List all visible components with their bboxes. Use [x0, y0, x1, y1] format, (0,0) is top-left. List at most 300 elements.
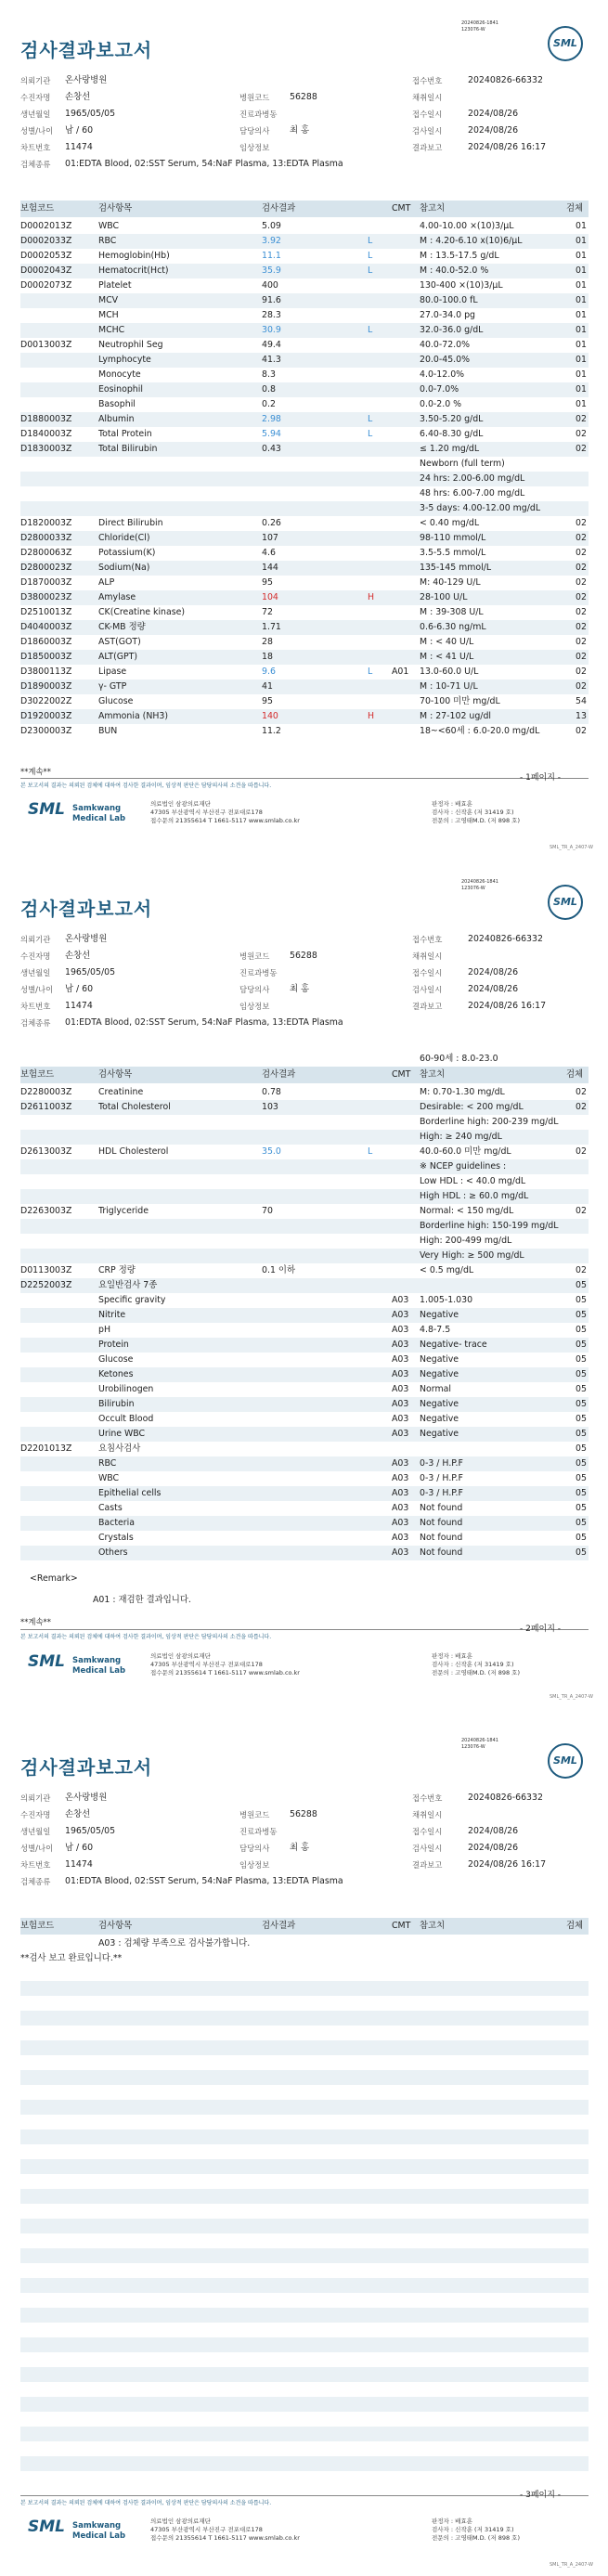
reference-cell: Low HDL : < 40.0 mg/dL	[420, 1176, 526, 1186]
item-cell: Amylase	[98, 592, 136, 602]
table-row	[20, 1130, 589, 1145]
specimen-cell: 05	[576, 1280, 587, 1290]
item-cell: Potassium(K)	[98, 548, 156, 558]
table-row	[20, 353, 589, 368]
item-cell: Sodium(Na)	[98, 563, 150, 573]
flag-cell: L	[368, 251, 373, 261]
code-cell: D1840003Z	[20, 429, 72, 439]
table-row	[20, 1263, 589, 1278]
empty-row	[20, 2055, 589, 2070]
remark-label: <Remark>	[30, 1573, 78, 1584]
empty-row	[20, 2441, 589, 2456]
item-cell: Hemoglobin(Hb)	[98, 251, 170, 261]
table-row	[20, 1159, 589, 1174]
result-cell: 30.9	[262, 325, 281, 335]
reference-cell: Borderline high: 200-239 mg/dL	[420, 1117, 559, 1127]
table-row	[20, 1442, 589, 1456]
item-cell: Crystals	[98, 1533, 134, 1543]
specimen-cell: 02	[576, 607, 587, 617]
result-cell: 1.71	[262, 622, 281, 632]
flag-cell: L	[368, 429, 373, 439]
table-row	[20, 1382, 589, 1397]
item-cell: WBC	[98, 221, 120, 231]
empty-row	[20, 2070, 589, 2085]
result-cell: 70	[262, 1206, 273, 1216]
item-cell: Total Cholesterol	[98, 1102, 171, 1112]
code-cell: D1920003Z	[20, 711, 72, 721]
result-cell: 5.94	[262, 429, 281, 439]
reference-cell: Normal	[420, 1384, 451, 1394]
specimen-cell: 02	[576, 1087, 587, 1097]
code-cell: D0002043Z	[20, 265, 72, 276]
table-row	[20, 1456, 589, 1471]
table-row	[20, 1100, 589, 1115]
empty-row	[20, 2204, 589, 2219]
remark-a03: A03 : 검체량 부족으로 검사불가합니다.	[98, 1938, 251, 1948]
table-row	[20, 1338, 589, 1353]
empty-row	[20, 2115, 589, 2129]
reference-cell: 4.8-7.5	[420, 1325, 451, 1335]
specimen-cell: 01	[576, 325, 587, 335]
cmt-cell: A03	[392, 1369, 409, 1379]
item-cell: Others	[98, 1547, 128, 1558]
sml-logo: SML	[548, 1743, 583, 1779]
footer-logo: SML	[28, 1652, 65, 1671]
item-cell: Glucose	[98, 696, 134, 706]
code-cell: D2510013Z	[20, 607, 72, 617]
empty-row	[20, 2397, 589, 2412]
report-title: 검사결과보고서	[20, 39, 153, 61]
table-row	[20, 1249, 589, 1263]
empty-row	[20, 2412, 589, 2427]
table-row	[20, 1516, 589, 1531]
table-row	[20, 338, 589, 353]
table-row	[20, 1412, 589, 1427]
specimen-cell: 02	[576, 637, 587, 647]
item-cell: MCHC	[98, 325, 125, 335]
specimen-cell: 05	[576, 1518, 587, 1528]
table-row	[20, 293, 589, 308]
reference-cell: Negative	[420, 1429, 459, 1439]
reference-cell: M : 10-71 U/L	[420, 681, 478, 692]
item-cell: Total Bilirubin	[98, 444, 158, 454]
item-cell: γ- GTP	[98, 681, 127, 692]
item-cell: Ketones	[98, 1369, 134, 1379]
table-row	[20, 1323, 589, 1338]
table-row	[20, 620, 589, 635]
table-row	[20, 1308, 589, 1323]
item-cell: Chloride(Cl)	[98, 533, 150, 543]
result-cell: 35.0	[262, 1146, 281, 1157]
item-cell: WBC	[98, 1473, 120, 1483]
lab-name: Samkwang Medical Lab	[72, 804, 126, 823]
code-cell: D1820003Z	[20, 518, 72, 528]
result-cell: 0.78	[262, 1087, 281, 1097]
table-header: 보험코드 검사항목 검사결과 CMT 참고치 검체	[20, 1067, 589, 1083]
table-row	[20, 1367, 589, 1382]
footer-logo: SML	[28, 800, 65, 819]
reference-cell: 32.0-36.0 g/dL	[420, 325, 484, 335]
table-row	[20, 1278, 589, 1293]
code-cell: D1880003Z	[20, 414, 72, 424]
item-cell: Platelet	[98, 280, 132, 291]
result-cell: 28	[262, 637, 273, 647]
code-cell: D0113003Z	[20, 1265, 72, 1275]
reference-cell: High HDL : ≥ 60.0 mg/dL	[420, 1191, 529, 1201]
item-cell: Lipase	[98, 667, 127, 677]
item-cell: pH	[98, 1325, 111, 1335]
reference-cell: M : < 41 U/L	[420, 652, 474, 662]
reference-cell: Negative- trace	[420, 1340, 487, 1350]
reference-cell: 13.0-60.0 U/L	[420, 667, 479, 677]
code-cell: D2800063Z	[20, 548, 72, 558]
result-cell: 41.3	[262, 355, 281, 365]
table-row	[20, 724, 589, 739]
form-code: SML_TR_A_2407-W	[550, 2562, 593, 2568]
code-cell: D2201013Z	[20, 1443, 72, 1454]
table-row	[20, 1145, 589, 1159]
specimen-cell: 02	[576, 1146, 587, 1157]
reference-cell: 0-3 / H.P.F	[420, 1458, 463, 1469]
item-cell: Casts	[98, 1503, 123, 1513]
table-row	[20, 234, 589, 249]
item-cell: Bacteria	[98, 1518, 135, 1528]
reference-cell: M: 0.70-1.30 mg/dL	[420, 1087, 505, 1097]
reference-cell: 6.40-8.30 g/dL	[420, 429, 484, 439]
table-row	[20, 368, 589, 382]
reference-cell: M : 27-102 ug/dl	[420, 711, 492, 721]
item-cell: CK(Creatine kinase)	[98, 607, 186, 617]
table-row	[20, 709, 589, 724]
table-row	[20, 427, 589, 442]
specimen-cell: 01	[576, 251, 587, 261]
cmt-cell: A03	[392, 1473, 409, 1483]
specimen-cell: 05	[576, 1340, 587, 1350]
table-row	[20, 1234, 589, 1249]
table-row	[20, 590, 589, 605]
empty-row	[20, 2233, 589, 2248]
specimen-cell: 13	[576, 711, 587, 721]
table-row	[20, 486, 589, 501]
specimen-cell: 02	[576, 414, 587, 424]
specimen-cell: 01	[576, 280, 587, 291]
flag-cell: H	[368, 592, 375, 602]
item-cell: Ammonia (NH3)	[98, 711, 169, 721]
result-cell: 3.92	[262, 236, 281, 246]
lab-name: Samkwang Medical Lab	[72, 1656, 126, 1676]
specimen-cell: 05	[576, 1414, 587, 1424]
table-row	[20, 1353, 589, 1367]
item-cell: Urine WBC	[98, 1429, 146, 1439]
table-row	[20, 323, 589, 338]
reference-cell: < 0.5 mg/dL	[420, 1265, 474, 1275]
empty-row	[20, 2189, 589, 2204]
continue-mark: **계속**	[20, 1617, 51, 1626]
cmt-cell: A03	[392, 1384, 409, 1394]
sml-logo: SML	[548, 26, 583, 61]
reference-cell: Newborn (full term)	[420, 459, 505, 469]
report-title: 검사결과보고서	[20, 898, 153, 920]
page-number: - 1페이지 -	[520, 773, 562, 783]
result-cell: 5.09	[262, 221, 281, 231]
item-cell: Protein	[98, 1340, 129, 1350]
item-cell: Neutrophil Seg	[98, 340, 163, 350]
reference-cell: 1.005-1.030	[420, 1295, 473, 1305]
footer-notice: 본 보고서의 결과는 의뢰된 검체에 대하여 검사한 결과이며, 임상적 판단은 담당의사의 소견을 따릅니다.	[20, 783, 272, 789]
barcode-text: 20240826-1841 123076-W	[461, 20, 498, 32]
cmt-cell: A03	[392, 1547, 409, 1558]
code-cell: D0002053Z	[20, 251, 72, 261]
code-cell: D0002033Z	[20, 236, 72, 246]
result-cell: 140	[262, 711, 278, 721]
form-code: SML_TR_A_2407-W	[550, 845, 593, 850]
specimen-cell: 01	[576, 265, 587, 276]
code-cell: D2300003Z	[20, 726, 72, 736]
table-row	[20, 1189, 589, 1204]
item-cell: AST(GOT)	[98, 637, 141, 647]
item-cell: RBC	[98, 1458, 117, 1469]
table-row	[20, 1204, 589, 1219]
reference-cell: 48 hrs: 6.00-7.00 mg/dL	[420, 488, 525, 498]
specimen-cell: 02	[576, 548, 587, 558]
result-cell: 0.8	[262, 384, 276, 395]
code-cell: D1830003Z	[20, 444, 72, 454]
table-row	[20, 1293, 589, 1308]
result-cell: 8.3	[262, 369, 276, 380]
result-cell: 0.26	[262, 518, 281, 528]
code-cell: D4040003Z	[20, 622, 72, 632]
item-cell: CRP 정량	[98, 1265, 136, 1275]
specimen-cell: 05	[576, 1443, 587, 1454]
empty-row	[20, 2293, 589, 2308]
result-cell: 95	[262, 696, 273, 706]
reference-cell: Very High: ≥ 500 mg/dL	[420, 1250, 524, 1261]
item-cell: ALP	[98, 577, 115, 588]
specimen-cell: 05	[576, 1473, 587, 1483]
specimen-cell: 05	[576, 1354, 587, 1365]
result-cell: 28.3	[262, 310, 281, 320]
reference-cell: 70-100 미만 mg/dL	[420, 696, 500, 706]
reference-cell: 3-5 days: 4.00-12.00 mg/dL	[420, 503, 541, 513]
code-cell: D0013003Z	[20, 340, 72, 350]
reference-cell: 28-100 U/L	[420, 592, 468, 602]
reference-cell: Negative	[420, 1399, 459, 1409]
item-cell: Triglyceride	[98, 1206, 149, 1216]
empty-row	[20, 2085, 589, 2100]
item-cell: Total Protein	[98, 429, 152, 439]
reference-cell: 4.00-10.00 ×(10)3/μL	[420, 221, 514, 231]
specimen-cell: 02	[576, 577, 587, 588]
table-row	[20, 561, 589, 576]
code-cell: D0002073Z	[20, 280, 72, 291]
result-cell: 72	[262, 607, 273, 617]
table-row	[20, 308, 589, 323]
item-cell: CK-MB 정량	[98, 622, 146, 632]
reference-cell: ※ NCEP guidelines :	[420, 1161, 507, 1171]
specimen-cell: 01	[576, 236, 587, 246]
reference-cell: 0-3 / H.P.F	[420, 1488, 463, 1498]
report-complete: **검사 보고 완료입니다.**	[20, 1953, 123, 1963]
specimen-cell: 05	[576, 1458, 587, 1469]
page-number: - 2페이지 -	[520, 1625, 562, 1634]
specimen-cell: 01	[576, 399, 587, 409]
empty-row	[20, 2337, 589, 2352]
specimen-cell: 05	[576, 1295, 587, 1305]
reference-cell: Desirable: < 200 mg/dL	[420, 1102, 524, 1112]
cmt-cell: A01	[392, 667, 409, 677]
remark-a01: A01 : 재검한 결과입니다.	[93, 1595, 191, 1605]
specimen-cell: 05	[576, 1399, 587, 1409]
empty-row	[20, 2129, 589, 2144]
reference-cell: High: ≥ 240 mg/dL	[420, 1132, 502, 1142]
item-cell: RBC	[98, 236, 117, 246]
table-row	[20, 1546, 589, 1560]
signatures: 판정자 : 배효훈 검사자 : 신작훈 (저 31419 호) 전문의 : 고영태M.D. (저 898 호)	[432, 800, 520, 824]
empty-row	[20, 2011, 589, 2026]
reference-cell: ≤ 1.20 mg/dL	[420, 444, 480, 454]
flag-cell: L	[368, 236, 373, 246]
continue-mark: **계속**	[20, 767, 51, 776]
reference-cell: 27.0-34.0 pg	[420, 310, 476, 320]
specimen-cell: 05	[576, 1384, 587, 1394]
reference-cell: Negative	[420, 1414, 459, 1424]
result-cell: 18	[262, 652, 273, 662]
result-cell: 0.1 이하	[262, 1265, 296, 1275]
reference-cell: 98-110 mmol/L	[420, 533, 486, 543]
specimen-cell: 02	[576, 667, 587, 677]
table-row	[20, 382, 589, 397]
form-code: SML_TR_A_2407-W	[550, 1694, 593, 1700]
specimen-cell: 01	[576, 221, 587, 231]
flag-cell: H	[368, 711, 375, 721]
code-cell: D1860003Z	[20, 637, 72, 647]
reference-cell: 3.50-5.20 g/dL	[420, 414, 484, 424]
specimen-cell: 05	[576, 1325, 587, 1335]
item-cell: 요일반검사 7종	[98, 1280, 158, 1290]
code-cell: D0002013Z	[20, 221, 72, 231]
empty-row	[20, 2100, 589, 2115]
table-header: 보험코드 검사항목 검사결과 CMT 참고치 검체	[20, 201, 589, 217]
table-row	[20, 1531, 589, 1546]
item-cell: 요침사검사	[98, 1443, 141, 1454]
table-row	[20, 694, 589, 709]
result-cell: 4.6	[262, 548, 276, 558]
item-cell: Glucose	[98, 1354, 134, 1365]
empty-row	[20, 2144, 589, 2159]
empty-row	[20, 1981, 589, 1996]
cmt-cell: A03	[392, 1458, 409, 1469]
cmt-cell: A03	[392, 1429, 409, 1439]
specimen-cell: 02	[576, 681, 587, 692]
specimen-cell: 05	[576, 1547, 587, 1558]
reference-cell: M : 13.5-17.5 g/dL	[420, 251, 499, 261]
empty-row	[20, 2219, 589, 2233]
specimen-cell: 02	[576, 652, 587, 662]
specimen-cell: 01	[576, 340, 587, 350]
cmt-cell: A03	[392, 1518, 409, 1528]
empty-row	[20, 2026, 589, 2040]
reference-cell: 18~<60세 : 6.0-20.0 mg/dL	[420, 726, 540, 736]
table-row	[20, 501, 589, 516]
cmt-cell: A03	[392, 1533, 409, 1543]
code-cell: D1870003Z	[20, 577, 72, 588]
reference-cell: Negative	[420, 1354, 459, 1365]
reference-cell: 20.0-45.0%	[420, 355, 471, 365]
specimen-cell: 05	[576, 1429, 587, 1439]
item-cell: ALT(GPT)	[98, 652, 138, 662]
reference-cell: Normal: < 150 mg/dL	[420, 1206, 514, 1216]
code-cell: D2263003Z	[20, 1206, 72, 1216]
specimen-cell: 05	[576, 1310, 587, 1320]
empty-row	[20, 2040, 589, 2055]
cmt-cell: A03	[392, 1325, 409, 1335]
code-cell: D2252003Z	[20, 1280, 72, 1290]
reference-cell: 4.0-12.0%	[420, 369, 465, 380]
cmt-cell: A03	[392, 1503, 409, 1513]
result-cell: 103	[262, 1102, 278, 1112]
result-cell: 2.98	[262, 414, 281, 424]
specimen-cell: 02	[576, 563, 587, 573]
reference-cell: 0.0-7.0%	[420, 384, 459, 395]
specimen-cell: 01	[576, 355, 587, 365]
result-cell: 49.4	[262, 340, 281, 350]
table-row	[20, 412, 589, 427]
specimen-cell: 02	[576, 1265, 587, 1275]
result-cell: 107	[262, 533, 278, 543]
table-row	[20, 1501, 589, 1516]
item-cell: BUN	[98, 726, 118, 736]
cmt-cell: A03	[392, 1340, 409, 1350]
code-cell: D2280003Z	[20, 1087, 72, 1097]
item-cell: Epithelial cells	[98, 1488, 162, 1498]
lab-name: Samkwang Medical Lab	[72, 2521, 126, 2541]
table-row	[20, 264, 589, 278]
table-row	[20, 650, 589, 665]
report-page-2: 검사결과보고서 20240826-1841 123076-W SML 의뢰기관 온사랑병원 접수번호 20240826-66332 수진자명 손창선 병원코드 56288 채취일시 생년월일 1965/05/05 진료과병동 접수일시 2024/08/26 성별/나이 남 / 60 담당의사 최 홍 검사일시 2024/08/26 차트번호 11474 임상정보 결과보고 2024/08/26 16:17 검체종류 01:EDTA Blood, 02:SST Serum, 54:NaF Plasma, 13:EDTA Plasma 60-90세 : 8.0-23.0 보험코드 검사항목 검사결과 CMT 참고치 검체 D2280003Z Creatinine 0.78 M: 0.70-1.30 mg/dL 02 D2611003Z Total Cholesterol 103 Desirable: < 200 mg/dL 02 Borderline high: 200-239 mg/dL High: ≥ 240 mg/dL D2613003Z HDL Cholesterol 35.0 L 40.0-60.0 미만 mg/dL 02 ※ NCEP guidelines : Low HDL : < 40.0 mg/dL High HDL : ≥ 60.0 mg/dL D2263003Z Triglyceride 70 Normal: < 150 mg/dL 02 Borderline high: 150-199 mg/dL High: 200-499 mg/dL Very High: ≥ 500 mg/dL D0113003Z CRP 정량 0.1 이하 < 0.5 mg/dL 02 D2252003Z 요일반검사 7종 05 Specific gravity A03 1.005-1.030 05 Nitrite A03 Negative 05 pH A03 4.8-7.5 05 Protein A03 Negative- trace 05 Glucose A03 Negative 05 Ketones A03 Negative 05 Urobilinogen A03 Normal 05 Bilirubin A03 Negative 05 Occult Blood A03 Negative 05 Urine WBC A03 Negative 05 D2201013Z 요침사검사 05 RBC A03 0-3 / H.P.F 05 WBC A03 0-3 / H.P.F 05 Epithelial cells A03 0-3 / H.P.F 05 Casts A03 Not found 05 Bacteria A03 Not found 05 Crystals A03 Not found 05 Others A03 Not found 05 <Remark> A01 : 재검한 결과입니다. **계속** - 2페이지 - 본 보고서의 결과는 의뢰된 검체에 대하여 검사한 결과이며, 임상적 판단은 담당의사의 소견을 따릅니다. SML Samkwang Medical Lab 의료법인 삼광의료재단 47305 부산광역시 부산진구 전포대로178 접수문의 21355614 T 1661-5117 www.smlab.co.kr 판정자 : 배효훈 검사자 : 신작훈 (저 31419 호) 전문의 : 고영태M.D. (저 898 호) SML_TR_A_2407-W	[0, 859, 608, 1717]
empty-row	[20, 2174, 589, 2189]
reference-cell: Borderline high: 150-199 mg/dL	[420, 1221, 559, 1231]
table-row	[20, 605, 589, 620]
table-row	[20, 665, 589, 680]
table-row	[20, 1115, 589, 1130]
specimen-cell: 01	[576, 295, 587, 305]
signatures: 판정자 : 배효훈 검사자 : 신작훈 (저 31419 호) 전문의 : 고영태M.D. (저 898 호)	[432, 1652, 520, 1676]
result-cell: 11.1	[262, 251, 281, 261]
reference-cell: 40.0-72.0%	[420, 340, 471, 350]
empty-row	[20, 2352, 589, 2367]
table-row	[20, 546, 589, 561]
cmt-cell: A03	[392, 1399, 409, 1409]
table-row	[20, 249, 589, 264]
empty-row	[20, 2278, 589, 2293]
reference-cell: < 0.40 mg/dL	[420, 518, 480, 528]
item-cell: MCH	[98, 310, 119, 320]
code-cell: D3800023Z	[20, 592, 72, 602]
footer-notice: 본 보고서의 결과는 의뢰된 검체에 대하여 검사한 결과이며, 임상적 판단은 담당의사의 소견을 따릅니다.	[20, 2500, 272, 2506]
item-cell: Creatinine	[98, 1087, 144, 1097]
table-row	[20, 1219, 589, 1234]
item-cell: Nitrite	[98, 1310, 126, 1320]
specimen-cell: 02	[576, 533, 587, 543]
item-cell: Eosinophil	[98, 384, 143, 395]
empty-row	[20, 2308, 589, 2323]
reference-cell: M: 40-129 U/L	[420, 577, 481, 588]
flag-cell: L	[368, 414, 373, 424]
reference-cell: Not found	[420, 1547, 463, 1558]
table-row	[20, 278, 589, 293]
empty-row	[20, 2456, 589, 2471]
specimen-cell: 02	[576, 518, 587, 528]
